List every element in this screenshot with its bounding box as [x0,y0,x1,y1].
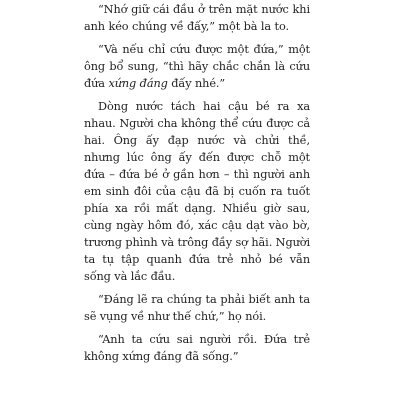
text-run: “Nhớ giữ cái đầu ở trên mặt nước khi anh kéo chúng về đấy,” một bà la to. [84,3,310,33]
text-run: “Đáng lẽ ra chúng ta phải biết anh ta sẽ vụng về như thế chứ,” họ nói. [84,293,310,323]
body-text [84,1,310,371]
paragraph [84,98,310,285]
italic-text: xứng đáng [108,77,168,90]
text-run: Dòng nước tách hai cậu bé ra xa nhau. Người cha không thể cứu được cả hai. Ông ấy đạp nước và chửi thề, nhưng lúc ông ấy đến được chỗ một đứa – đứa bé ở gần hơn – thì người anh em sinh đôi của cậu đã bị cuốn ra tuốt phía xa rồi mất dạng. Nhiều giờ sau, cùng ngày hôm đó, xác cậu dạt vào bờ, trương phình và trông đầy sợ hãi. Người ta tụ tập quanh đứa trẻ nhỏ bé vẫn sống và lắc đầu. [84,100,310,283]
paragraph [84,291,310,325]
text-run: “Anh ta cứu sai người rồi. Đứa trẻ không xứng đáng đã sống.” [84,333,310,363]
paragraph [84,1,310,35]
paragraph [84,331,310,365]
text-run: đấy nhé.” [167,77,226,90]
text-run: “Và nếu chỉ cứu được một đứa,” một ông bổ sung, “thì hãy chắc chắn là cứu đứa [84,43,310,90]
paragraph [84,41,310,92]
